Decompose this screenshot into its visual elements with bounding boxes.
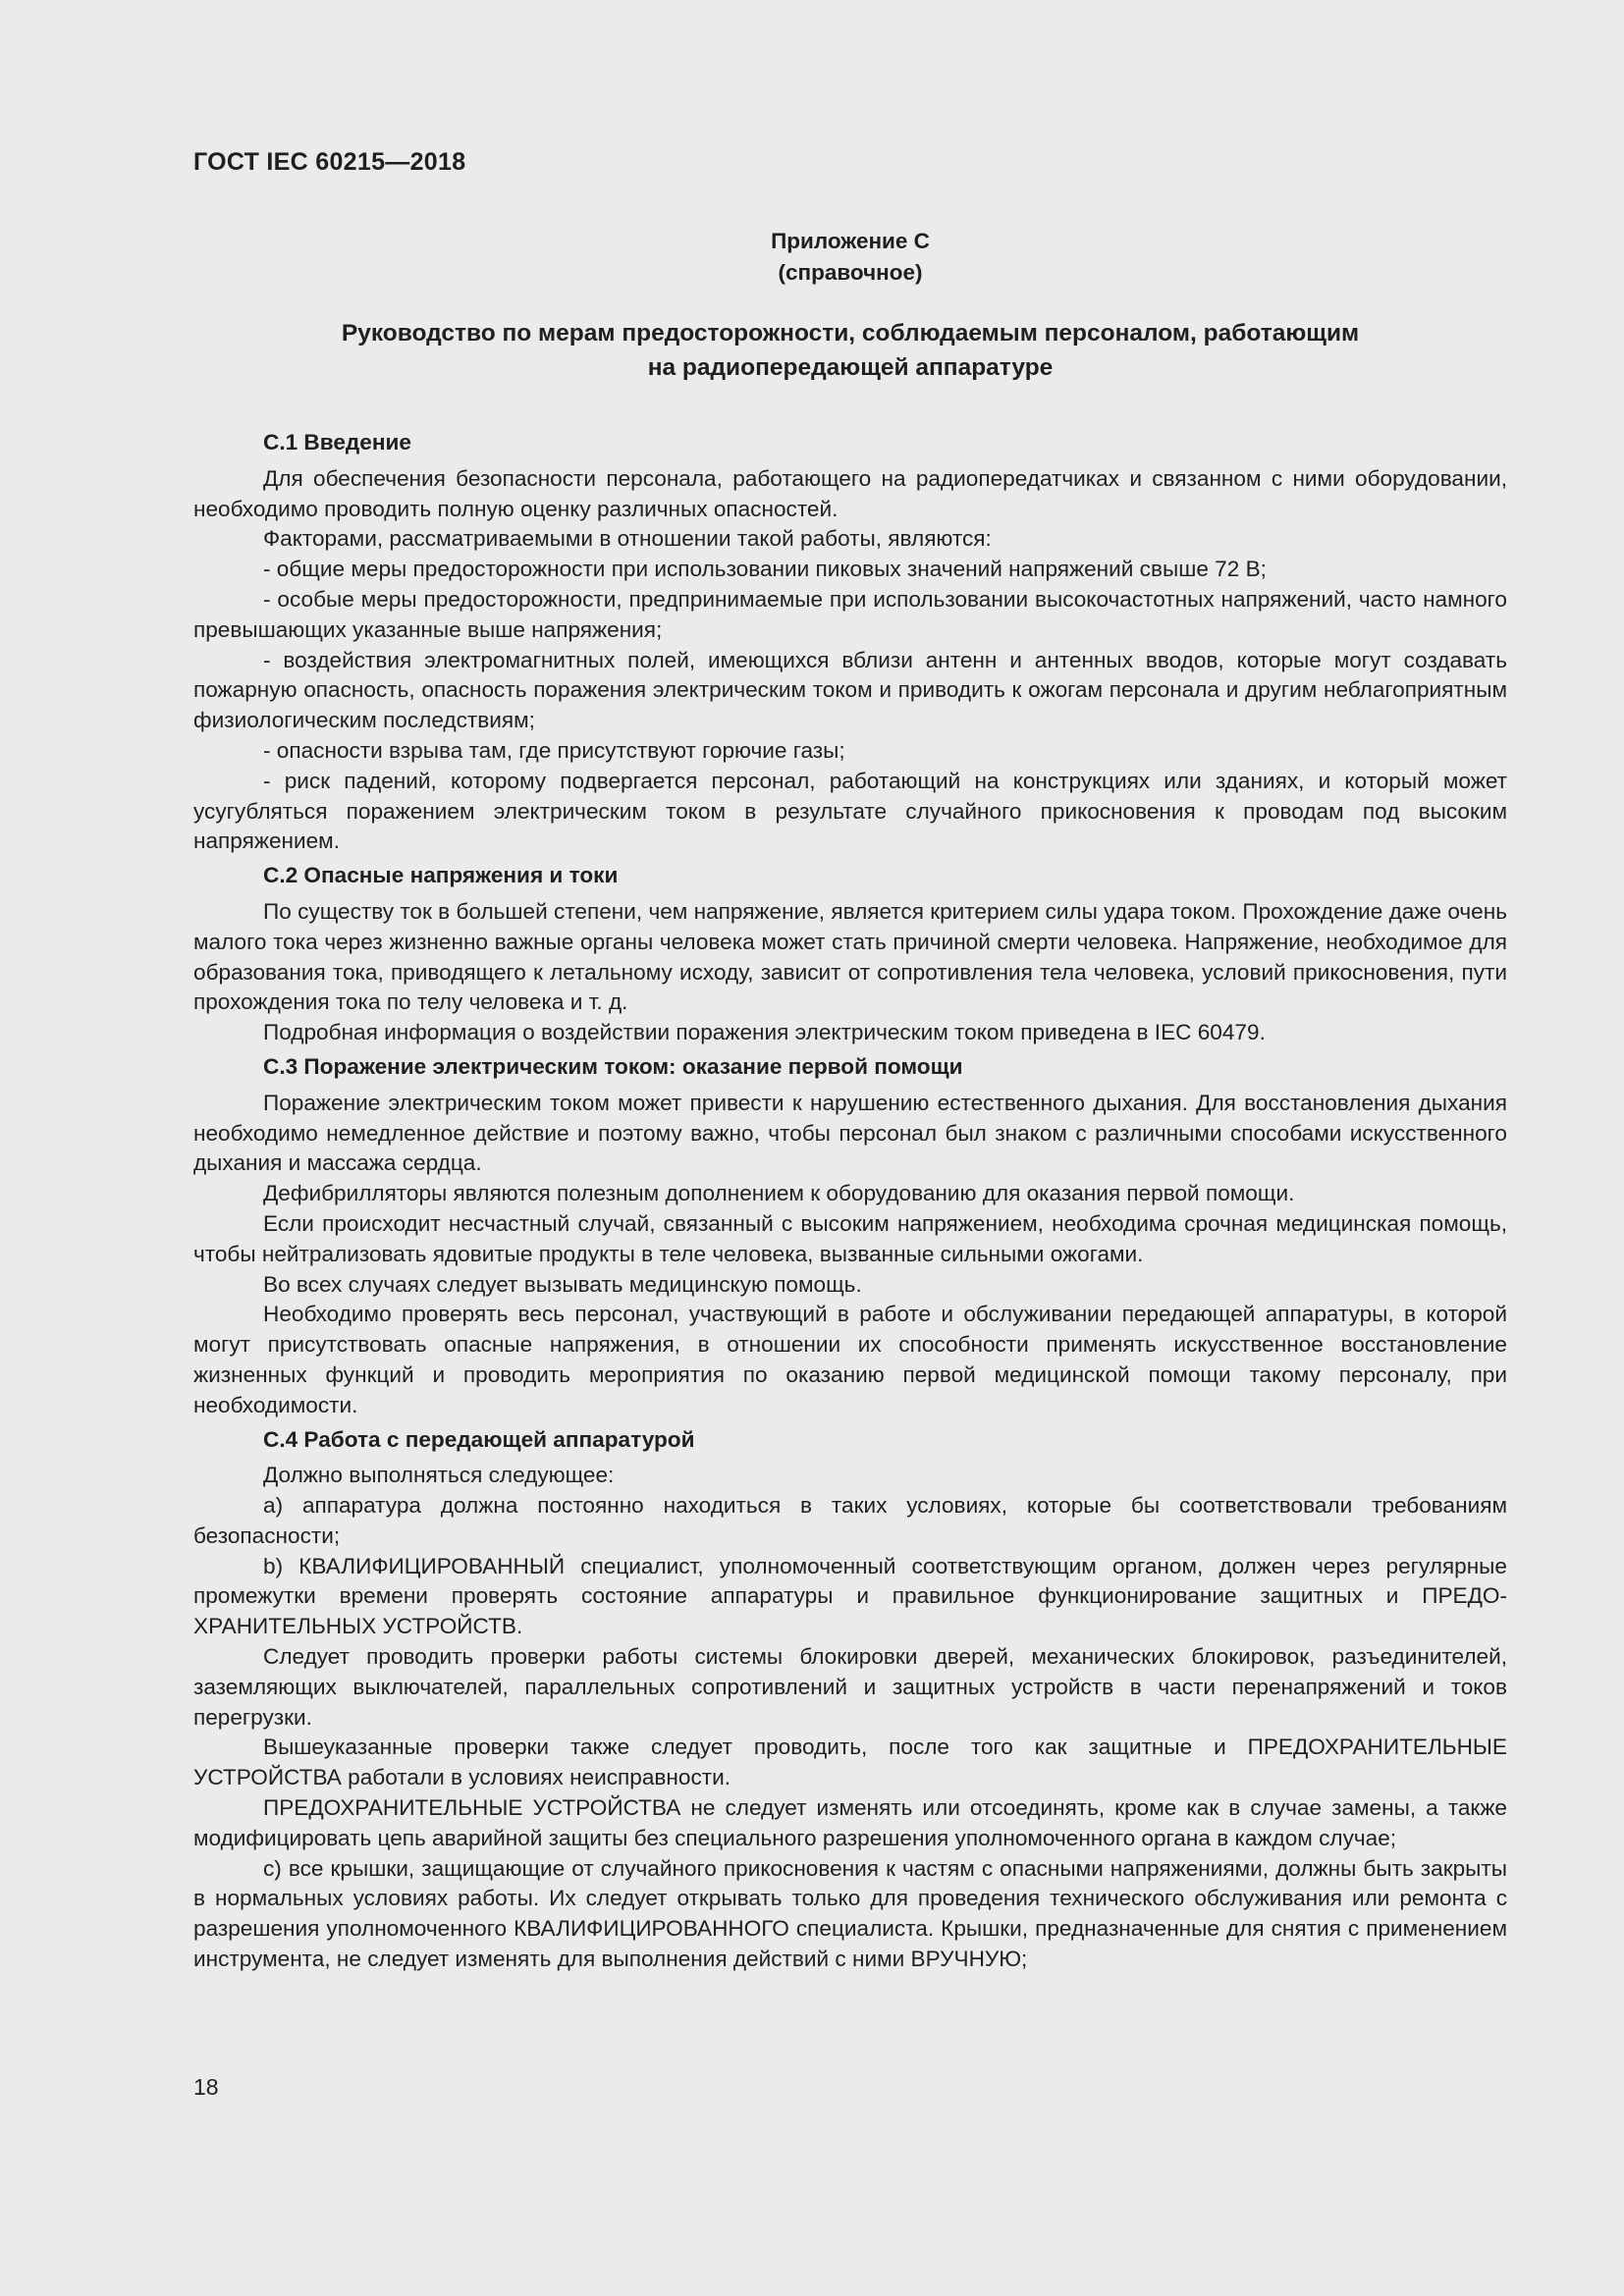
section-heading-c4: С.4 Работа с передающей аппаратурой <box>263 1426 695 1452</box>
paragraph: Следует проводить проверки работы системы блокировки дверей, механических блокировок, разъединителей, заземляющих выключателей, параллельных сопротивлений и защитных устройств в части перенапряжений и токов перегрузки. <box>193 1644 1507 1730</box>
section-heading-c2: С.2 Опасные напряжения и токи <box>263 863 619 888</box>
paragraph: По существу ток в большей степени, чем напряжение, является критерием силы удара током. Прохождение даже очень малого тока через жизненно важные органы человека может стать причиной смерти человека. Напряжение, необходимое для образования тока, приводящего к летальному исходу, зависит от сопротивления тела человека, условий прикосновения, пути прохождения тока по телу человека и т. д. <box>193 898 1507 1015</box>
list-item: - опасности взрыва там, где присутствуют горючие газы; <box>263 737 845 763</box>
paragraph: ПРЕДОХРАНИТЕЛЬНЫЕ УСТРОЙСТВА не следует изменять или отсоединять, кроме как в случае замены, а также модифицировать цепь аварийной защиты без специального разрешения уполномоченного органа в каждом случае; <box>193 1795 1507 1850</box>
appendix-title-line-2: на радиопередающей аппаратуре <box>647 354 1054 381</box>
section-heading-c1: С.1 Введение <box>263 430 411 454</box>
appendix-title <box>193 316 1507 385</box>
paragraph: Дефибрилляторы являются полезным дополнением к оборудованию для оказания первой помощи. <box>263 1181 1295 1206</box>
paragraph: Факторами, рассматриваемыми в отношении такой работы, являются: <box>263 526 992 552</box>
document-body <box>193 428 1507 1975</box>
paragraph: Вышеуказанные проверки также следует проводить, после того как защитные и ПРЕДОХРАНИТЕЛЬНЫЕ УСТРОЙСТВА работали в условиях неисправности. <box>193 1735 1507 1790</box>
list-item: с) все крышки, защищающие от случайного прикосновения к частям с опасными напряжениями, должны быть закрыты в нормальных условиях работы. Их следует открывать только для проведения технического обслуживания или ремонта с разрешения уполномоченного КВАЛИФИЦИРОВАННОГО специалиста. Крышки, предназначенные для снятия с применением инструмента, не следует изменять для выполнения действий с ними ВРУЧНУЮ; <box>193 1855 1507 1972</box>
paragraph: Для обеспечения безопасности персонала, работающего на радиопередатчиках и связанном с ними оборудовании, необходимо проводить полную оценку различных опасностей. <box>193 465 1507 521</box>
paragraph: Необходимо проверять весь персонал, участвующий в работе и обслуживании передающей аппаратуры, в которой могут присутствовать опасные напряжения, в отношении их способности применять искусственное восстановление жизненных функций и проводить мероприятия по оказанию первой медицинской помощи такому персоналу, при необходимости. <box>193 1302 1507 1417</box>
paragraph: Во всех случаях следует вызывать медицинскую помощь. <box>263 1271 862 1297</box>
page-number: 18 <box>193 2074 219 2100</box>
appendix-heading <box>193 226 1507 289</box>
list-item: - общие меры предосторожности при использовании пиковых значений напряжений свыше 72 В; <box>263 557 1267 582</box>
paragraph: Если происходит несчастный случай, связанный с высоким напряжением, необходима срочная медицинская помощь, чтобы нейтрализовать ядовитые продукты в теле человека, вызванные сильными ожогами. <box>193 1210 1507 1266</box>
paragraph: Подробная информация о воздействии поражения электрическим током приведена в IEC 60479. <box>263 1020 1266 1045</box>
paragraph: Поражение электрическим током может привести к нарушению естественного дыхания. Для восстановления дыхания необходимо немедленное действие и поэтому важно, чтобы персонал был знаком с различными способами искусственного дыхания и массажа сердца. <box>193 1090 1507 1176</box>
list-item: - риск падений, которому подвергается персонал, работающий на конструкциях или зданиях, и который может усугубляться поражением электрическим током в результате случайного прикосновения к проводам под высоким напряжением. <box>193 768 1507 854</box>
section-heading-c3: С.3 Поражение электрическим током: оказание первой помощи <box>263 1053 963 1079</box>
paragraph: Должно выполняться следующее: <box>263 1463 615 1488</box>
appendix-label: Приложение С <box>771 229 930 253</box>
standard-designation: ГОСТ IEC 60215—2018 <box>193 148 466 176</box>
list-item: а) аппаратура должна постоянно находиться в таких условиях, которые бы соответствовали требованиям безопасности; <box>193 1493 1507 1548</box>
list-item: b) КВАЛИФИЦИРОВАННЫЙ специалист, уполномоченный соответствующим органом, должен через регулярные промежутки времени проверять состояние аппаратуры и правильное функционирование защитных и ПРЕДОХРАНИТЕЛЬНЫХ УСТРОЙСТВ. <box>193 1553 1507 1639</box>
list-item: - особые меры предосторожности, предпринимаемые при использовании высокочастотных напряжений, часто намного превышающих указанные выше напряжения; <box>193 586 1507 642</box>
list-item: - воздействия электромагнитных полей, имеющихся вблизи антенн и антенных вводов, которые могут создавать пожарную опасность, опасность поражения электрическим током и приводить к ожогам персонала и другим неблагоприятным физиологическим последствиям; <box>193 647 1507 733</box>
appendix-type: (справочное) <box>778 260 923 285</box>
appendix-title-line-1: Руководство по мерам предосторожности, соблюдаемым персоналом, работающим <box>341 320 1360 347</box>
